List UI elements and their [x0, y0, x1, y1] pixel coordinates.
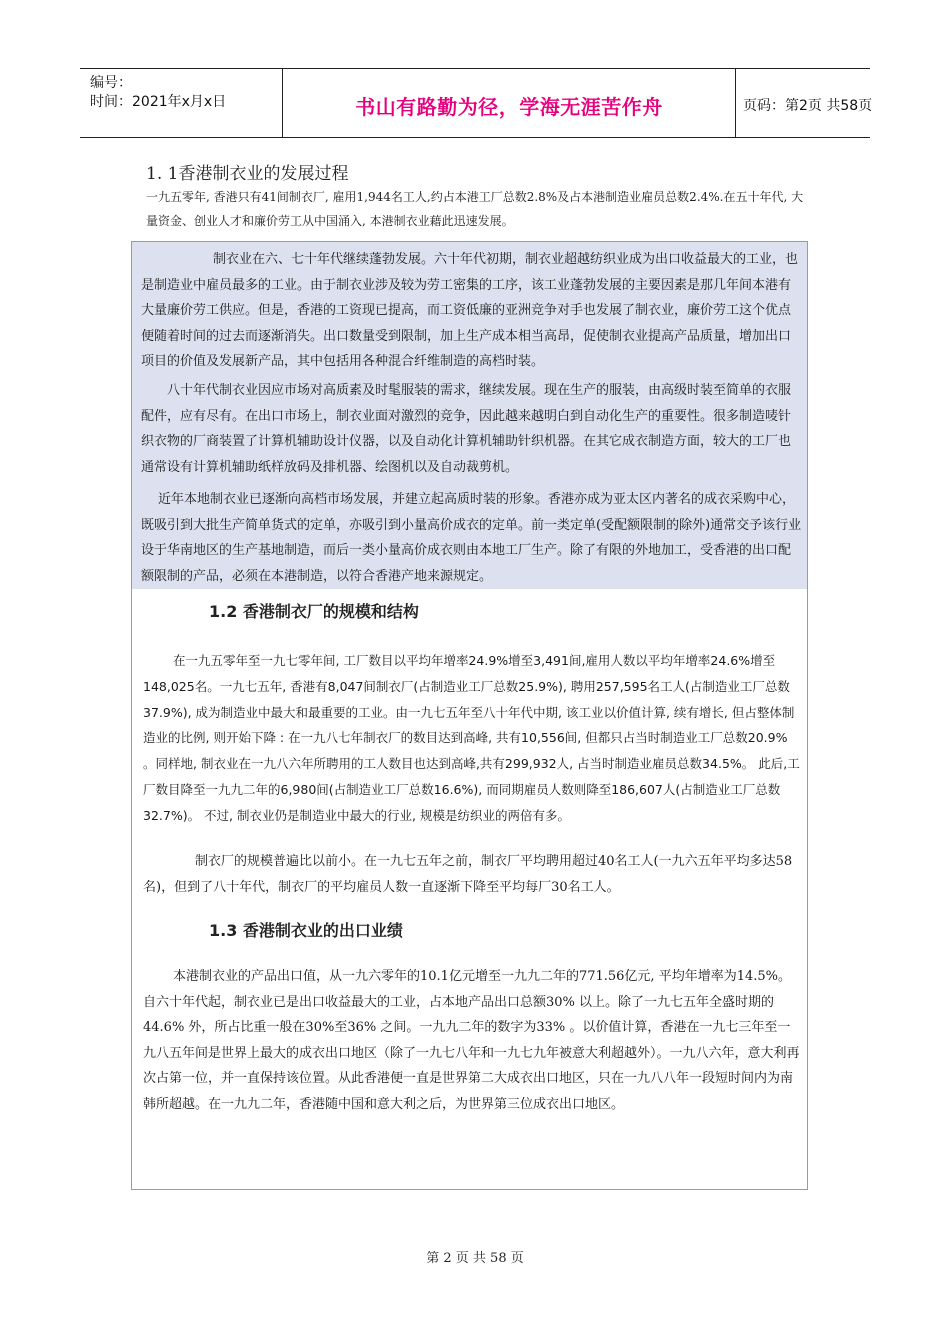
section-1-paragraph-1: 制衣业在六、七十年代继续蓬勃发展。六十年代初期，制衣业超越纺织业成为出口收益最大的工业，也是制造业中雇员最多的工业。由于制衣业涉及较为劳工密集的工序，该工业蓬勃发展的主要因素是那几年间本港有大量廉价劳工供应。但是，香港的工资现已提高，而工资低廉的亚洲竞争对手也发展了制衣业，廉价劳工这个优点便随着时间的过去而逐渐消失。出口数量受到限制，加上生产成本相当高昂，促使制衣业提高产品质量，增加出口项目的价值及发展新产品，其中包括用各种混合纤维制造的高档时装。 — [141, 252, 799, 369]
document-number-label: 编号： — [90, 75, 132, 91]
header-page-number: 页码：第2页 共58页 — [743, 98, 873, 114]
section-2-paragraph-2: 制衣厂的规模普遍比以前小。在一九七五年之前，制衣厂平均聘用超过40名工人(一九六五年平均多达58名)，但到了八十年代，制衣厂的平均雇员人数一直逐渐下降至平均每厂30名工人。 — [143, 854, 793, 895]
document-date: 时间：2021年x月x日 — [90, 94, 227, 110]
content-box — [131, 241, 808, 1190]
section-3-title: 1.3 香港制衣业的出口业绩 — [209, 921, 403, 940]
page-footer: 第 2 页 共 58 页 — [426, 1251, 524, 1266]
section-1-title: 1. 1香港制衣业的发展过程 — [146, 164, 349, 184]
section-2-paragraph-1: 在一九五零年至一九七零年间, 工厂数目以平均年增率24.9%增至3,491间,雇用人数以平均年增率24.6%增至148,025名。一九七五年, 香港有8,047间制衣厂(占制造业工厂总数25.9%), 聘用257,595名工人(占制造业工厂总数37.9%), 成为制造业中最大和最重要的工业。由一九七五年至八十年代中期, 该工业以价值计算, 续有增长, 但占整体制造业的比例, 则开始下降 : 在一九八七年制衣厂的数目达到高峰, 共有10,556间, 但都只占当时制造业工厂总数20.9% 。同样地, 制衣业在一九八六年所聘用的工人数目也达到高峰,共有299,932人, 占当时制造业雇员总数34.5%。 此后,工厂数目降至一九九二年的6,980间(占制造业工厂总数16.6%), 而同期雇员人数则降至186,607人(占制造业工厂总数32.7%)。 不过, 制衣业仍是制造业中最大的行业, 规模是纺织业的两倍有多。 — [143, 653, 800, 823]
header-center-cell — [282, 69, 736, 137]
section-2-title: 1.2 香港制衣厂的规模和结构 — [209, 602, 419, 621]
header-left-cell — [80, 69, 282, 137]
section-1-paragraph-3: 近年本地制衣业已逐渐向高档市场发展，并建立起高质时装的形象。香港亦成为亚太区内著名的成衣采购中心，既吸引到大批生产简单货式的定单，亦吸引到小量高价成衣的定单。前一类定单(受配额限制的除外)通常交予该行业设于华南地区的生产基地制造，而后一类小量高价成衣则由本地工厂生产。除了有限的外地加工，受香港的出口配额限制的产品，必须在本港制造，以符合香港产地来源规定。 — [141, 492, 802, 584]
section-1-paragraph-2: 八十年代制衣业因应市场对高质素及时髦服装的需求，继续发展。现在生产的服装，由高级时装至简单的衣服配件，应有尽有。在出口市场上，制衣业面对激烈的竞争，因此越来越明白到自动化生产的重要性。很多制造唛针织衣物的厂商装置了计算机辅助设计仪器，以及自动化计算机辅助针织机器。在其它成衣制造方面，较大的工厂也通常设有计算机辅助纸样放码及排机器、绘图机以及自动裁剪机。 — [141, 383, 792, 475]
section-3-paragraph-1: 本港制衣业的产品出口值，从一九六零年的10.1亿元增至一九九二年的771.56亿元, 平均年增率为14.5%。自六十年代起，制衣业已是出口收益最大的工业，占本地产品出口总额30% 以上。除了一九七五年全盛时期的44.6% 外，所占比重一般在30%至36% 之间。一九九二年的数字为33% 。以价值计算，香港在一九七三年至一九八五年间是世界上最大的成衣出口地区（除了一九七八年和一九七九年被意大利超越外）。一九八六年，意大利再次占第一位，并一直保持该位置。从此香港便一直是世界第二大成衣出口地区，只在一九八八年一段短时间内为南韩所超越。在一九九二年，香港随中国和意大利之后，为世界第三位成衣出口地区。 — [143, 969, 800, 1112]
header-right-cell — [735, 69, 873, 137]
section-1-intro: 一九五零年, 香港只有41间制衣厂, 雇用1,944名工人,约占本港工厂总数2.8%及占本港制造业雇员总数2.4%.在五十年代, 大量资金、创业人才和廉价劳工从中国涌入, 本港制衣业藉此迅速发展。 — [146, 190, 804, 228]
header-motto: 书山有路勤为径，学海无涯苦作舟 — [355, 95, 663, 119]
document-header — [80, 68, 873, 138]
